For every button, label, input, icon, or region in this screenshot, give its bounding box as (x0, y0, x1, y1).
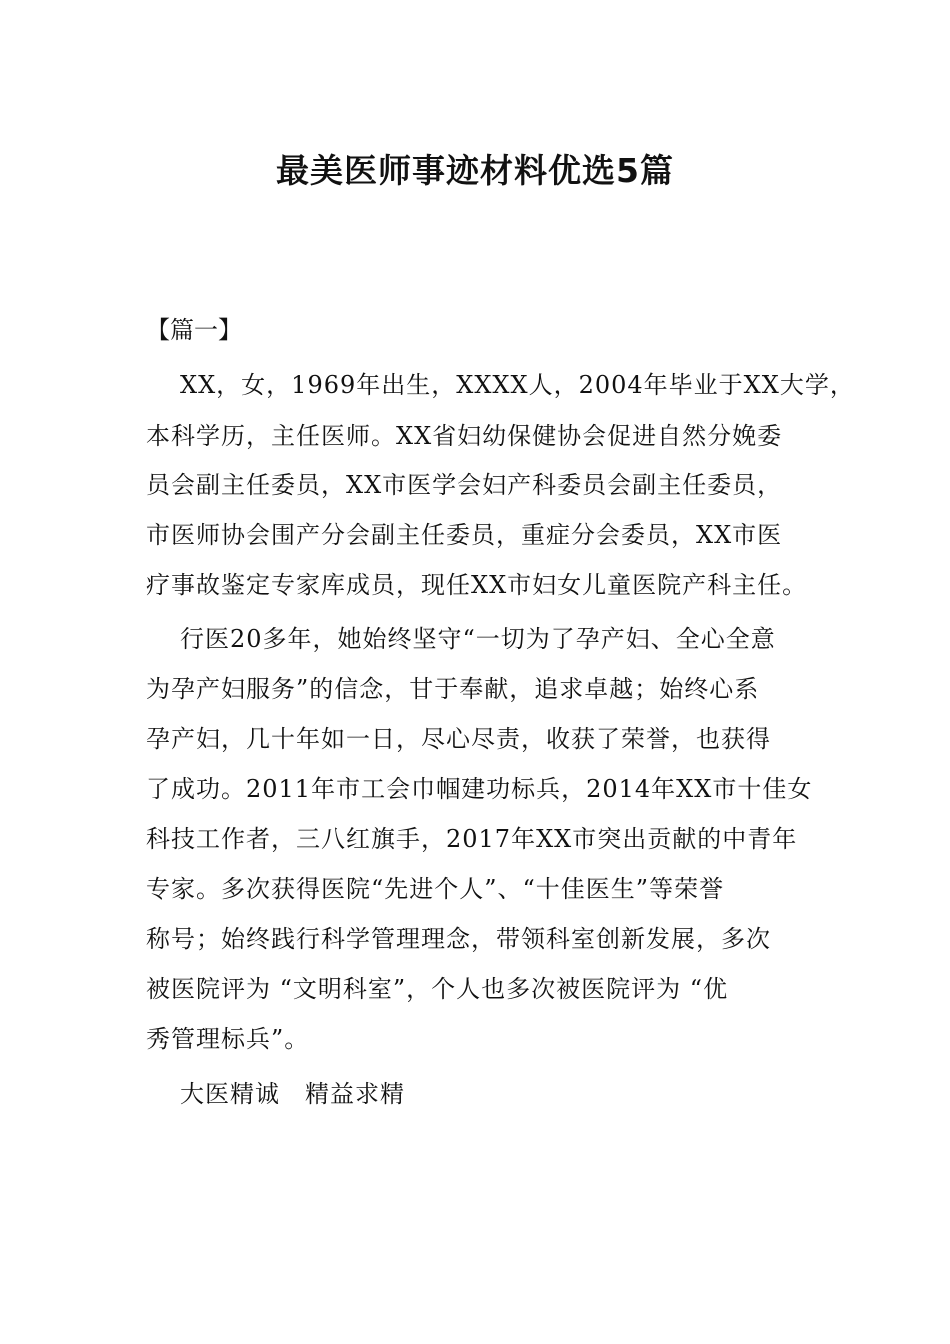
paragraph2-line: 为孕产妇服务”的信念，甘于奉献，追求卓越；始终心系 (146, 675, 760, 703)
paragraph2-line: 被医院评为 “文明科室”，个人也多次被医院评为 “优 (146, 975, 729, 1003)
paragraph2-line: 了成功。2011年市工会巾帼建功标兵，2014年XX市十佳女 (146, 775, 813, 803)
paragraph2-line: 科技工作者，三八红旗手，2017年XX市突出贡献的中青年 (146, 825, 798, 853)
paragraph2-line: 称号；始终践行科学管理理念，带领科室创新发展，多次 (146, 925, 771, 953)
paragraph2-line: 行医20多年，她始终坚守“一切为了孕产妇、全心全意 (180, 625, 776, 653)
paragraph1-line: 本科学历，主任医师。XX省妇幼保健协会促进自然分娩委 (146, 422, 783, 450)
subheading: 大医精诚 精益求精 (180, 1080, 405, 1108)
document-title: 最美医师事迹材料优选5篇 (276, 151, 674, 190)
paragraph1-line: 疗事故鉴定专家库成员，现任XX市妇女儿童医院产科主任。 (146, 571, 808, 599)
paragraph2-line: 孕产妇，几十年如一日，尽心尽责，收获了荣誉，也获得 (146, 725, 771, 753)
paragraph2-line: 秀管理标兵”。 (146, 1025, 310, 1053)
section-heading: 【篇一】 (146, 316, 242, 344)
paragraph1-line: XX，女，1969年出生，XXXX人，2004年毕业于XX大学， (180, 371, 855, 399)
paragraph1-line: 员会副主任委员，XX市医学会妇产科委员会副主任委员， (146, 471, 783, 499)
paragraph1-line: 市医师协会围产分会副主任委员，重症分会委员，XX市医 (146, 521, 783, 549)
paragraph2-line: 专家。多次获得医院“先进个人”、“十佳医生”等荣誉 (146, 875, 725, 903)
